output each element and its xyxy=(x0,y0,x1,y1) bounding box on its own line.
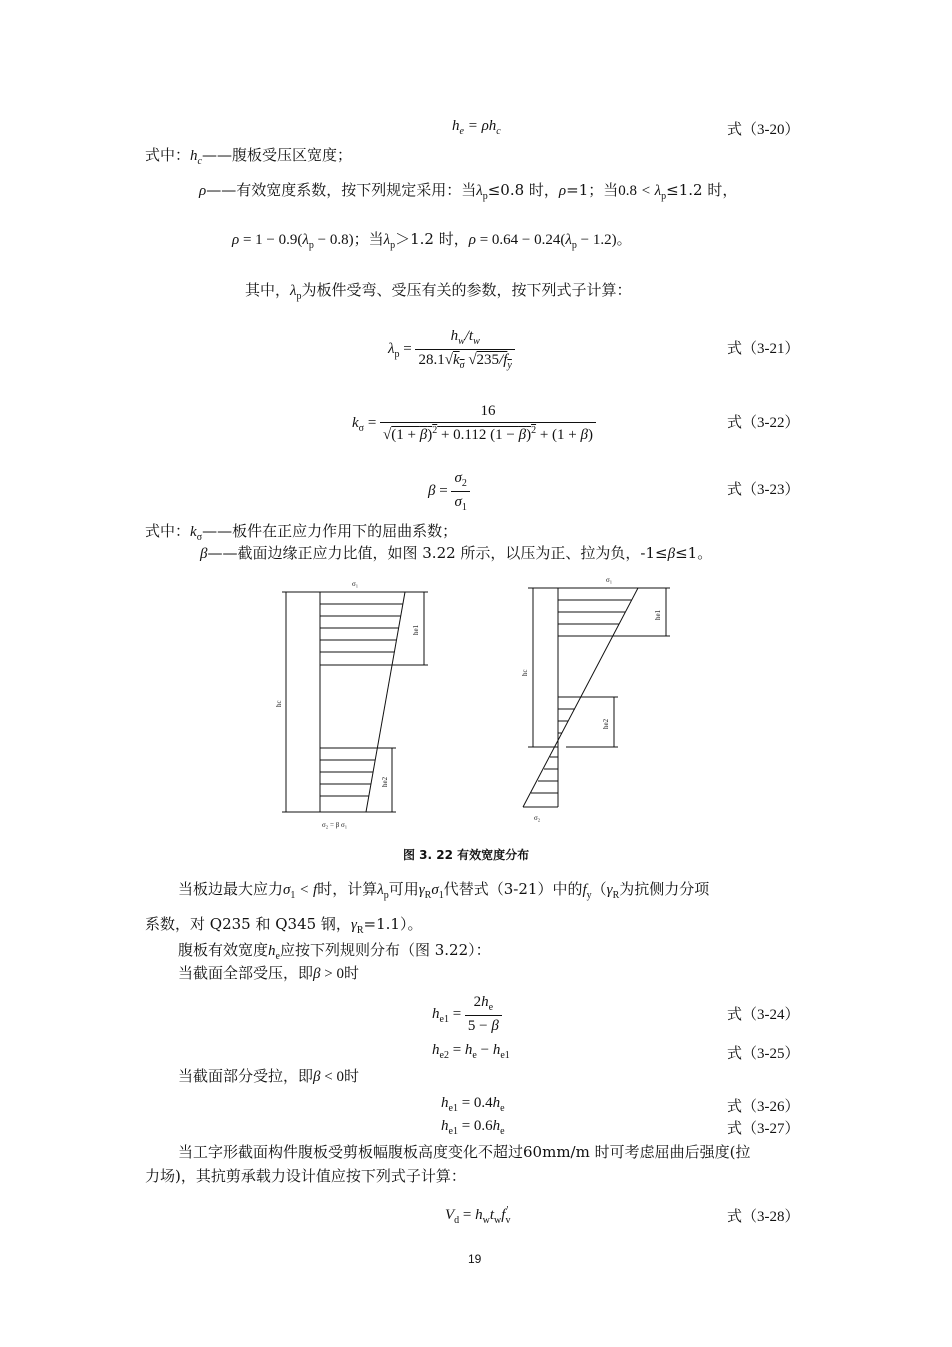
p1l2b: =1.1）。 xyxy=(363,915,423,933)
fraction: $\frac{2h_e}{5 - \beta}$ xyxy=(465,994,502,1035)
where-prefix: 式中： xyxy=(145,146,191,164)
sym-he: $h_e$ xyxy=(268,943,280,962)
p1d: 代替式（3-21）中的 xyxy=(443,880,583,898)
para-shear-line-2: 力场)，其抗剪承载力设计值应按下列式子计算： xyxy=(145,1167,466,1185)
p1a: 当板边最大应力 xyxy=(178,880,284,898)
sym-gammaR: $\gamma_R$ xyxy=(350,917,364,936)
para-shear-line-1: 当工字形截面构件腹板受剪板幅腹板高度变化不超过60mm/m 时可考虑屈曲后强度(拉 xyxy=(178,1143,751,1161)
sym-beta: β xyxy=(667,546,676,562)
left-sigma1-label: σ₁ xyxy=(352,580,359,588)
left-he1-label: he1 xyxy=(412,624,420,635)
p1b: 时，计算 xyxy=(317,880,378,898)
eq-label-3-25: 式（3-25） xyxy=(727,1046,800,1062)
sym-lambda: $\lambda_p$ xyxy=(383,232,396,251)
sym-lambda: $\lambda_p$ xyxy=(377,882,389,901)
sym-rho: ρ xyxy=(199,183,207,199)
eq-label-3-23: 式（3-23） xyxy=(727,482,800,498)
page-number: 19 xyxy=(468,1252,482,1266)
fraction: $\frac{\sigma_2}{\sigma_1}$ xyxy=(451,470,469,513)
equation-3-25: $h_{e2} = h_e - h_{e1}$ xyxy=(432,1042,510,1061)
eq-label-3-24: 式（3-24） xyxy=(727,1007,800,1023)
sym-rho: ρ xyxy=(558,183,567,199)
expr-gammaR-sigma1: $\gamma_R\sigma_1$ xyxy=(418,882,444,901)
sym-fy: $f_y$ xyxy=(582,882,592,901)
hc-desc: ——腹板受压区宽度； xyxy=(201,146,352,164)
rho-val1: =1；当 xyxy=(566,181,619,199)
right-sigma2-label: σ₂ xyxy=(534,814,541,822)
lambda-intro xyxy=(245,279,632,308)
lambda-intro-pre: 其中， xyxy=(245,281,291,299)
p1e: （ xyxy=(591,880,607,898)
right-hc-label: hc xyxy=(521,669,529,676)
p1f: 为抗侧力分项 xyxy=(619,880,710,898)
rho-line-2 xyxy=(232,228,632,257)
rho-formula-2: $\rho = 0.64 - 0.24(\lambda_p - 1.2)$ xyxy=(468,232,617,251)
sym-lambda: $\lambda_p$ xyxy=(290,283,302,302)
para-partial-tension xyxy=(178,1065,359,1088)
fraction: $\frac{16}{√(1 + \beta)^2 + 0.112 (1 - \beta)^2 + (1 + \beta)}$ xyxy=(380,403,596,444)
where-prefix: 式中： xyxy=(145,522,191,540)
p2a: 腹板有效宽度 xyxy=(178,941,269,959)
p2b: 应按下列规则分布（图 3.22）： xyxy=(279,941,491,959)
equation-3-26: $h_{e1} = 0.4h_e$ xyxy=(441,1095,505,1114)
beta-desc: ——截面边缘正应力比值，如图 3.22 所示，以压为正、拉为负，-1≤ xyxy=(207,544,668,562)
eq-label-3-20: 式（3-20） xyxy=(727,122,800,138)
eq-label-3-22: 式（3-22） xyxy=(727,415,800,431)
right-he1-label: he1 xyxy=(654,609,662,620)
para-stress-line-1 xyxy=(178,878,709,907)
equation-3-28: $V_d = h_wt_wf_v'$ xyxy=(445,1205,511,1226)
fraction: $\frac{h_w/t_w}{28.1√k_\sigma √235/f_y}$ xyxy=(415,328,514,371)
eq-label-3-28: 式（3-28） xyxy=(727,1209,800,1225)
right-he2-label: he2 xyxy=(602,718,610,729)
rho-desc: ——有效宽度系数，按下列规定采用：当 xyxy=(206,181,477,199)
equation-3-23: β = $\frac{\sigma_2}{\sigma_1}$ xyxy=(428,470,470,513)
eq-label-3-26: 式（3-26） xyxy=(727,1099,800,1115)
p1c: 可用 xyxy=(388,880,419,898)
expr-beta-lt-0: β < 0 xyxy=(313,1069,344,1085)
para-stress-line-2 xyxy=(145,913,422,942)
p3b: 时 xyxy=(343,964,359,982)
p4a: 当截面部分受拉，即 xyxy=(178,1067,314,1085)
expr-beta-gt-0: β > 0 xyxy=(313,966,344,982)
sym-hc: $h_c$ xyxy=(190,148,202,167)
p3a: 当截面全部受压，即 xyxy=(178,964,314,982)
equation-3-21: $\lambda_p$ = $\frac{h_w/t_w}{28.1√k_\sigma √235/f_y}$ xyxy=(388,328,515,371)
sym-k-sigma: $k_\sigma$ xyxy=(190,524,203,543)
rho-line2-end: 。 xyxy=(616,230,632,248)
k-desc: ——板件在正应力作用下的屈曲系数； xyxy=(202,522,458,540)
left-sigma2-label: σ₂ = β σ₁ xyxy=(322,821,348,829)
where-beta-line xyxy=(200,542,712,565)
lambda-intro-post: 为板件受弯、受压有关的参数，按下列式子计算： xyxy=(301,281,632,299)
figure-caption: 图 3. 22 有效宽度分布 xyxy=(403,848,530,862)
left-he2-label: he2 xyxy=(381,776,389,787)
rho-line2-mid: ；当 xyxy=(353,230,384,248)
rho-line-1 xyxy=(199,179,737,208)
where-hc-line xyxy=(145,144,352,173)
equation-3-20: $h_e = \rho h_c$ xyxy=(452,118,501,137)
rho-cond2: ≤1.2 时， xyxy=(666,181,738,199)
figure-3-22 xyxy=(270,572,690,834)
rho-line2-cond: ＞1.2 时， xyxy=(395,230,469,248)
right-sigma1-label: σ₁ xyxy=(606,576,613,584)
p4b: 时 xyxy=(343,1067,359,1085)
equation-3-24: $h_{e1}$ = $\frac{2h_e}{5 - \beta}$ xyxy=(432,994,502,1035)
rho-cond2-expr: $0.8 < \lambda_p$ xyxy=(618,183,667,202)
beta-desc-end: ≤1。 xyxy=(675,544,713,562)
sym-gammaR: $\gamma_R$ xyxy=(606,882,620,901)
equation-3-27: $h_{e1} = 0.6h_e$ xyxy=(441,1118,505,1137)
equation-3-22: $k_\sigma$ = $\frac{16}{√(1 + \beta)^2 + 0.112 (1 - \beta)^2 + (1 + \beta)}$ xyxy=(352,403,596,444)
rho-formula-1: $\rho = 1 - 0.9(\lambda_p - 0.8)$ xyxy=(232,232,354,251)
rho-cond1: ≤0.8 时， xyxy=(487,181,559,199)
eq-label-3-27: 式（3-27） xyxy=(727,1121,800,1137)
sym-lambda: $\lambda_p$ xyxy=(476,183,488,202)
p1l2a: 系数，对 Q235 和 Q345 钢， xyxy=(145,915,351,933)
para-full-compression xyxy=(178,962,359,985)
left-hc-label: hc xyxy=(275,700,283,707)
eq-label-3-21: 式（3-21） xyxy=(727,341,800,357)
sym-beta: β xyxy=(200,546,208,562)
expr-sigma1-lt-f: $\sigma_1 < f$ xyxy=(283,882,318,901)
